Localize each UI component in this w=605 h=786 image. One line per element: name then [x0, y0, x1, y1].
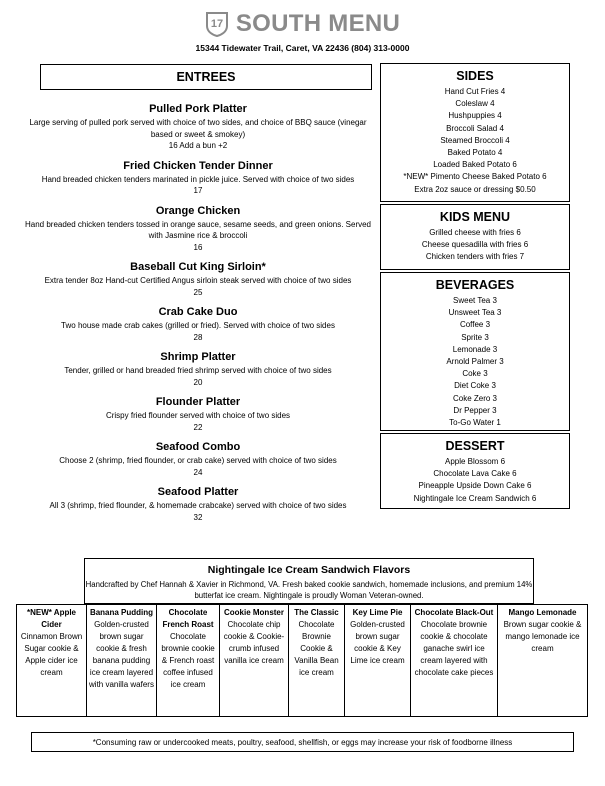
entree-name: Shrimp Platter [160, 351, 236, 363]
dessert-heading: DESSERT [445, 439, 505, 453]
logo [205, 10, 400, 38]
flavor-description: Chocolate brownie cookie & French roast coffee infused ice cream [161, 632, 215, 689]
nightingale-box [84, 558, 534, 604]
beverage-item: To-Go Water 1 [449, 418, 501, 428]
flavor-description: Cinnamon Brown Sugar cookie & Apple cider ice cream [20, 632, 83, 677]
kids-menu-box [380, 204, 570, 270]
entree-item [18, 261, 378, 298]
flavor-description: Golden-crusted brown sugar cookie & Key Lime ice cream [350, 620, 405, 665]
flavor-name: The Classic [294, 608, 339, 617]
flavor-cell [17, 605, 87, 716]
beverage-item: Sweet Tea 3 [453, 296, 497, 305]
flavor-name: Chocolate French Roast [162, 608, 214, 629]
entree-description: Choose 2 (shrimp, fried flounder, or crab cake) served with choice of two sides [59, 456, 337, 465]
beverage-item: Coke 3 [462, 369, 488, 379]
entree-name: Baseball Cut King Sirloin* [130, 261, 266, 273]
entree-description: Extra tender 8oz Hand-cut Certified Angus sirloin steak served with choice of two sides [44, 276, 352, 285]
entree-description: All 3 (shrimp, fried flounder, & homemade crabcake) served with choice of two sides [49, 501, 347, 510]
beverage-item: Unsweet Tea 3 [448, 308, 502, 318]
side-item: Baked Potato 4 [447, 148, 503, 158]
side-item: Hushpuppies 4 [448, 111, 502, 121]
entree-name: Fried Chicken Tender Dinner [123, 159, 273, 172]
flavor-cell [345, 605, 411, 716]
entree-description: Hand breaded chicken tenders marinated in pickle juice. Served with choice of two sides [41, 174, 355, 184]
entree-name: Orange Chicken [155, 204, 241, 217]
flavor-description: Chocolate Brownie Cookie & Vanilla Bean ice cream [294, 620, 339, 677]
flavor-cell [220, 605, 289, 716]
flavor-cell [289, 605, 345, 716]
entree-price: 16 [193, 242, 203, 252]
entrees-heading: ENTREES [176, 70, 236, 84]
entree-item [18, 441, 378, 478]
entree-price: 28 [193, 332, 203, 342]
entree-name: Seafood Platter [157, 486, 239, 498]
sides-box [380, 63, 570, 202]
entree-item [18, 205, 378, 254]
flavor-description: Chocolate brownie cookie & chocolate ganache swirl ice cream layered with chocolate cake pieces [414, 620, 494, 677]
entree-item [18, 306, 378, 343]
entree-price: 24 [193, 467, 203, 477]
entree-item [18, 486, 378, 523]
flavor-cell [157, 605, 220, 716]
beverage-item: Lemonade 3 [452, 344, 498, 354]
entree-price: 32 [193, 512, 203, 522]
menu-header [0, 10, 605, 42]
flavor-description: Brown sugar cookie & mango lemonade ice cream [503, 620, 582, 653]
flavor-name: Banana Pudding [89, 608, 154, 617]
logo-number: 17 [210, 18, 223, 30]
flavor-name: *NEW* Apple Cider [26, 608, 77, 629]
entrees-list [18, 103, 378, 531]
flavor-name: Mango Lemonade [508, 608, 577, 617]
beverage-item: Diet Coke 3 [454, 381, 496, 391]
route-shield-icon [205, 11, 229, 37]
dessert-item: Chocolate Lava Cake 6 [433, 469, 517, 479]
kids-item: Chicken tenders with fries 7 [425, 252, 525, 262]
dessert-box [380, 433, 570, 509]
flavor-cell [498, 605, 587, 716]
entree-description: Crispy fried flounder served with choice of two sides [105, 411, 291, 420]
dessert-item: Apple Blossom 6 [444, 457, 506, 466]
entree-price: 22 [193, 422, 203, 432]
beverage-item: Coffee 3 [459, 320, 491, 330]
entree-name: Flounder Platter [155, 396, 241, 408]
dessert-list [381, 456, 569, 505]
entree-name: Pulled Pork Platter [149, 103, 247, 115]
dessert-item: Nightingale Ice Cream Sandwich 6 [413, 493, 537, 503]
entree-price: 25 [193, 287, 203, 297]
flavor-description: Chocolate chip cookie & Cookie-crumb infused vanilla ice cream [223, 620, 285, 665]
flavor-name: Chocolate Black-Out [414, 608, 494, 617]
entree-description: Tender, grilled or hand breaded fried shrimp served with choice of two sides [64, 366, 332, 375]
disclaimer-text: *Consuming raw or undercooked meats, poultry, seafood, shellfish, or eggs may increase your risk of foodborne illness [92, 737, 513, 747]
kids-heading: KIDS MENU [439, 210, 511, 224]
beverage-item: Coke Zero 3 [452, 393, 498, 403]
flavor-cell [411, 605, 498, 716]
entree-item [18, 396, 378, 433]
kids-item: Grilled cheese with fries 6 [429, 228, 521, 237]
entree-price: 16 Add a bun +2 [168, 141, 228, 150]
entree-item [18, 351, 378, 388]
beverages-box [380, 272, 570, 431]
entree-price: 20 [193, 377, 203, 387]
sides-list [381, 86, 569, 196]
kids-item: Cheese quesadilla with fries 6 [421, 240, 529, 250]
flavor-grid [16, 604, 588, 717]
entree-description: Large serving of pulled pork served with choice of two sides, and choice of BBQ sauce (vinegar based or sweet & smokey) [29, 118, 367, 139]
flavor-cell [87, 605, 157, 716]
entree-description: Hand breaded chicken tenders tossed in orange sauce, sesame seeds, and green onions. Served with Jasmine rice & broccoli [25, 219, 371, 240]
nightingale-title: Nightingale Ice Cream Sandwich Flavors [207, 564, 411, 576]
side-item: Broccoli Salad 4 [446, 123, 504, 133]
entrees-heading-box [40, 64, 372, 90]
beverages-heading: BEVERAGES [435, 278, 515, 292]
address: 15344 Tidewater Trail, Caret, VA 22436 (804) 313-0000 [195, 43, 410, 53]
dessert-item: Pineapple Upside Down Cake 6 [418, 481, 532, 491]
beverages-list [381, 295, 569, 429]
side-item: Loaded Baked Potato 6 [433, 160, 517, 170]
flavor-name: Cookie Monster [223, 608, 284, 617]
side-item: Coleslaw 4 [455, 99, 495, 109]
side-item: *NEW* Pimento Cheese Baked Potato 6 [403, 172, 547, 182]
sides-heading: SIDES [456, 69, 494, 83]
side-item: Extra 2oz sauce or dressing $0.50 [414, 184, 536, 194]
entree-price: 17 [193, 186, 203, 195]
beverage-item: Arnold Palmer 3 [446, 357, 504, 367]
nightingale-description: Handcrafted by Chef Hannah & Xavier in Richmond, VA. Fresh baked cookie sandwich, homemade inclusions, and premium 14% butterfat ice cream. Nightingale is proudly Woman Veteran-owned. [85, 580, 533, 600]
disclaimer-box [31, 732, 574, 752]
kids-list [381, 227, 569, 264]
entree-item [18, 103, 378, 152]
entree-description: Two house made crab cakes (grilled or fried). Served with choice of two sides [61, 321, 335, 330]
side-item: Hand Cut Fries 4 [444, 87, 506, 96]
beverage-item: Sprite 3 [461, 332, 489, 342]
flavor-description: Golden-crusted brown sugar cookie & fresh banana pudding ice cream layered with vanilla wafers [89, 620, 154, 689]
entree-item [18, 160, 378, 197]
beverage-item: Dr Pepper 3 [453, 405, 497, 415]
flavor-name: Key Lime Pie [352, 608, 403, 617]
side-item: Steamed Broccoli 4 [440, 135, 510, 145]
menu-title: SOUTH MENU [235, 10, 401, 37]
entree-name: Crab Cake Duo [158, 306, 238, 318]
entree-name: Seafood Combo [155, 441, 241, 453]
